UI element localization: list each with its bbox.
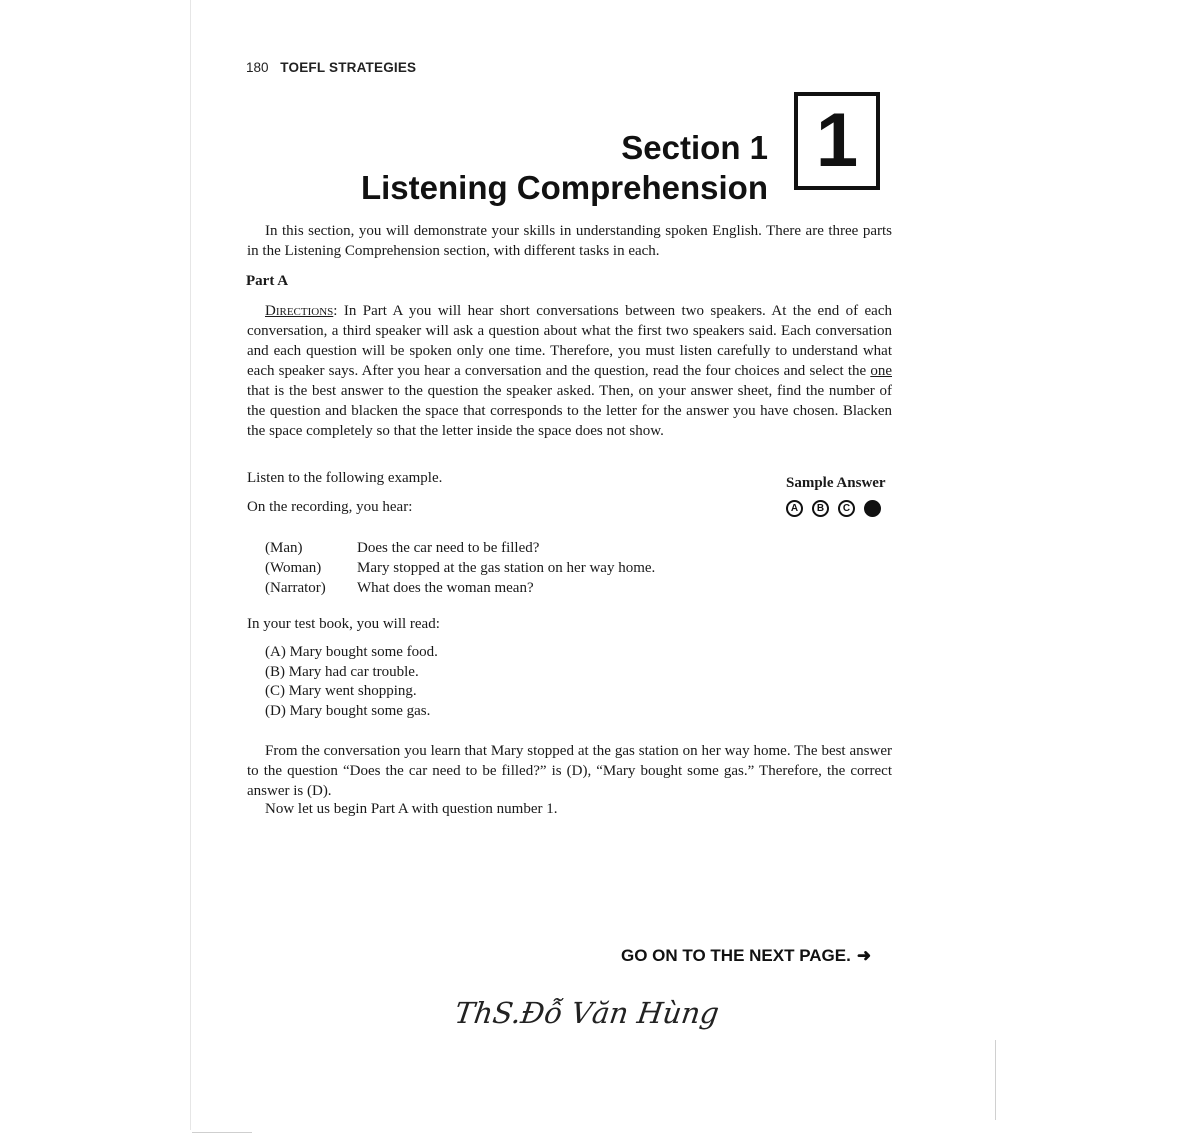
dialog-line: Mary stopped at the gas station on her way home. xyxy=(357,560,656,576)
answer-choices xyxy=(265,643,438,721)
example-dialog xyxy=(265,538,655,598)
dialog-speaker: (Man) xyxy=(265,540,303,556)
choice-item: (D) Mary bought some gas. xyxy=(265,702,431,719)
dialog-speaker: (Narrator) xyxy=(265,580,326,596)
answer-bubble-c: C xyxy=(838,500,855,517)
page-edge-right xyxy=(995,1040,996,1120)
answer-bubble-d-filled xyxy=(864,500,881,517)
choice-item: (C) Mary went shopping. xyxy=(265,683,417,699)
explanation-paragraph: From the conversation you learn that Mary stopped at the gas station on her way home. The best answer to the question “Does the car need to be filled?” is (D), “Mary bought some gas.” Therefore, the correct answer is (D). xyxy=(247,743,892,799)
dialog-row xyxy=(265,538,655,558)
running-header xyxy=(246,60,416,75)
choice-item: (A) Mary bought some food. xyxy=(265,644,438,660)
recording-text: On the recording, you hear: xyxy=(247,499,413,515)
dialog-row xyxy=(265,578,655,598)
go-next-label: GO ON TO THE NEXT PAGE. xyxy=(621,946,851,965)
book-title: TOEFL STRATEGIES xyxy=(280,60,417,75)
answer-bubble-b: B xyxy=(812,500,829,517)
section-title xyxy=(361,128,768,208)
dialog-row xyxy=(265,558,655,578)
answer-bubble-a: A xyxy=(786,500,803,517)
directions-text-1: : In Part A you will hear short conversations between two speakers. At the end of each conversation, a third speaker will ask a question about what the first two speakers said. Each conversation and each question will be spoken only one time. Therefore, you must listen carefully to understand what each speaker says. After you hear a conversation and the question, read the four choices and select the xyxy=(247,303,892,379)
test-book-text: In your test book, you will read: xyxy=(247,616,440,632)
arrow-right-icon: ➜ xyxy=(856,946,872,965)
sample-answer-label: Sample Answer xyxy=(786,475,886,491)
section-title-line2: Listening Comprehension xyxy=(360,169,768,206)
directions-emphasis: one xyxy=(870,363,892,379)
page-number: 180 xyxy=(246,60,269,75)
dialog-line: What does the woman mean? xyxy=(357,580,534,596)
choice-item: (B) Mary had car trouble. xyxy=(265,663,419,680)
begin-part-a-text: Now let us begin Part A with question number 1. xyxy=(265,801,558,817)
page-edge-bottom xyxy=(192,1132,252,1133)
dialog-line: Does the car need to be filled? xyxy=(357,540,540,556)
part-a-heading: Part A xyxy=(246,273,289,289)
section-number-box: 1 xyxy=(794,92,880,190)
section-title-line1: Section 1 xyxy=(621,129,768,166)
directions-paragraph xyxy=(247,301,892,441)
dialog-speaker: (Woman) xyxy=(265,560,322,576)
directions-label: Directions xyxy=(265,303,334,319)
intro-paragraph: In this section, you will demonstrate your skills in understanding spoken English. There are three parts in the Listening Comprehension section, with different tasks in each. xyxy=(247,223,892,259)
page-edge xyxy=(190,0,191,1130)
go-next-page xyxy=(621,946,871,966)
handwritten-signature: ThS.Đỗ Văn Hùng xyxy=(452,996,722,1030)
listen-example-text: Listen to the following example. xyxy=(247,470,443,486)
directions-text-2: that is the best answer to the question the speaker asked. Then, on your answer sheet, find the number of the question and blacken the space that corresponds to the letter for the answer you have chosen. Blacken the space completely so that the letter inside the space does not show. xyxy=(247,383,892,439)
sample-answer-bubbles xyxy=(786,500,881,517)
